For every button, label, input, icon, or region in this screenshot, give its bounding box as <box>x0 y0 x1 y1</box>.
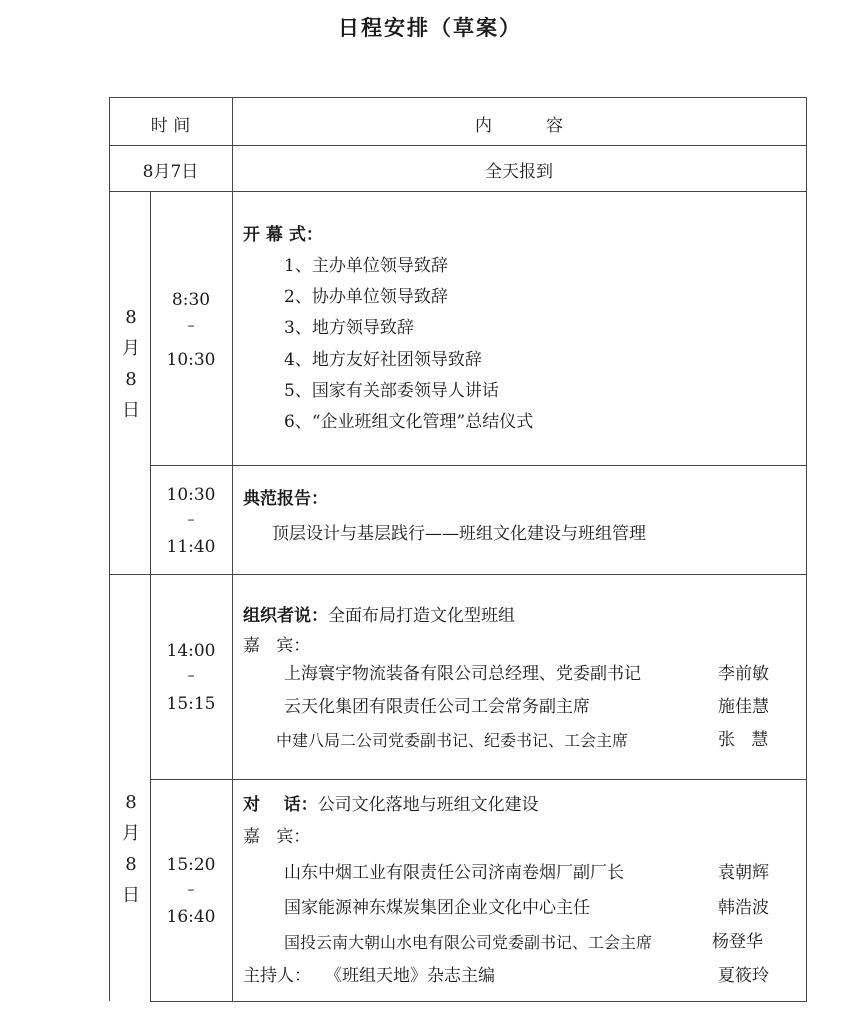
organizer-heading-line <box>243 606 515 626</box>
page-title: 日程安排（草案） <box>338 16 522 40</box>
date-aug-8-first: 8 月 8 日 <box>122 307 140 421</box>
table-border-top <box>109 97 806 98</box>
organizer-guest-2-title: 云天化集团有限责任公司工会常务副主席 <box>284 697 590 717</box>
organizer-guest-2-name: 施佳慧 <box>718 697 769 717</box>
table-border-right <box>806 97 807 1002</box>
dialogue-topic: 公司文化落地与班组文化建设 <box>317 795 539 815</box>
row-divider <box>150 465 806 466</box>
opening-item-1: 1、主办单位领导致辞 <box>284 256 448 276</box>
row-divider <box>109 574 806 575</box>
organizer-time-end: 15:15 <box>166 694 216 714</box>
opening-heading: 开 幕 式： <box>243 225 323 245</box>
column-divider <box>150 191 151 1002</box>
report-title: 顶层设计与基层践行——班组文化建设与班组管理 <box>272 524 646 544</box>
row-divider <box>109 191 806 192</box>
dialogue-host-label: 主持人： <box>243 966 311 986</box>
date-aug-7: 8月7日 <box>142 162 199 182</box>
organizer-time-dash: – <box>187 668 195 684</box>
dialogue-guests-label: 嘉 宾： <box>243 827 311 847</box>
organizer-topic: 全面布局打造文化型班组 <box>328 606 515 626</box>
dialogue-host-name: 夏筱玲 <box>718 966 769 986</box>
report-time-dash: – <box>187 512 195 528</box>
organizer-heading: 组织者说： <box>243 606 328 626</box>
dialogue-time-end: 16:40 <box>166 907 216 927</box>
dialogue-guest-3-title: 国投云南大朝山水电有限公司党委副书记、工会主席 <box>284 933 653 952</box>
organizer-guest-1-title: 上海寰宇物流装备有限公司总经理、党委副书记 <box>284 664 641 684</box>
opening-item-5: 5、国家有关部委领导人讲话 <box>284 381 499 401</box>
date-aug-8-second: 8 月 8 日 <box>122 792 140 906</box>
opening-time-end: 10:30 <box>166 350 216 370</box>
row-divider <box>109 145 806 146</box>
organizer-guest-3-title: 中建八局二公司党委副书记、纪委书记、工会主席 <box>276 731 629 750</box>
dialogue-guest-1-name: 袁朝辉 <box>718 863 769 883</box>
header-content: 内 容 <box>474 116 564 136</box>
dialogue-heading-line <box>243 795 539 815</box>
row-divider <box>150 1001 806 1002</box>
dialogue-time-dash: – <box>187 882 195 898</box>
opening-item-2: 2、协办单位领导致辞 <box>284 287 448 307</box>
opening-time-start: 8:30 <box>171 290 211 310</box>
organizer-time-start: 14:00 <box>166 641 216 661</box>
organizer-guest-1-name: 李前敏 <box>718 664 769 684</box>
header-time: 时 间 <box>150 116 191 136</box>
dialogue-guest-1-title: 山东中烟工业有限责任公司济南卷烟厂副厂长 <box>284 863 624 883</box>
organizer-guests-label: 嘉 宾： <box>243 636 311 656</box>
column-divider <box>232 97 233 1002</box>
row-divider <box>150 779 806 780</box>
opening-item-3: 3、地方领导致辞 <box>284 318 414 338</box>
dialogue-heading: 对 话： <box>243 795 318 815</box>
report-heading: 典范报告： <box>243 489 328 509</box>
opening-item-4: 4、地方友好社团领导致辞 <box>284 350 482 370</box>
dialogue-guest-2-name: 韩浩波 <box>718 898 769 918</box>
table-border-left <box>109 97 110 1001</box>
report-time-start: 10:30 <box>166 485 216 505</box>
dialogue-host-title: 《班组天地》杂志主编 <box>325 966 495 986</box>
check-in-all-day: 全天报到 <box>485 162 553 182</box>
dialogue-time-start: 15:20 <box>166 855 216 875</box>
dialogue-guest-2-title: 国家能源神东煤炭集团企业文化中心主任 <box>284 898 590 918</box>
opening-time-dash: – <box>187 318 195 334</box>
organizer-guest-3-name: 张 慧 <box>718 730 769 750</box>
opening-item-6: 6、“企业班组文化管理”总结仪式 <box>284 412 534 432</box>
dialogue-guest-3-name: 杨登华 <box>712 932 763 952</box>
report-time-end: 11:40 <box>166 537 216 557</box>
